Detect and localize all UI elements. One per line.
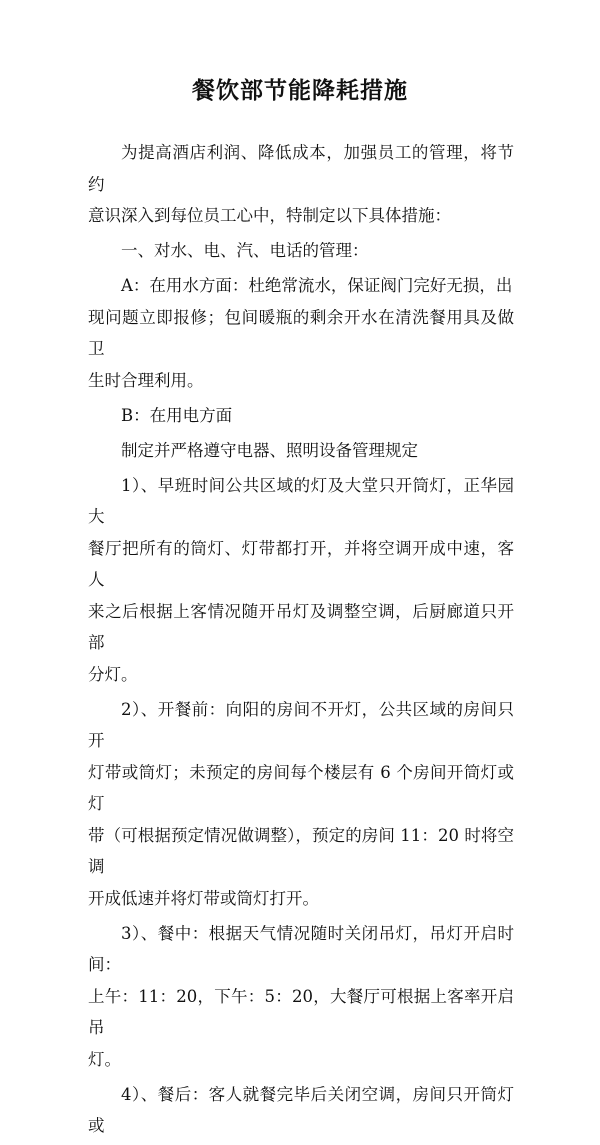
paragraph-water — [88, 270, 514, 396]
paragraph-line: 餐厅把所有的筒灯、灯带都打开，并将空调开成中速，客人 — [88, 538, 514, 589]
paragraph-line: 上午：11：20，下午：5：20，大餐厅可根据上客率开启吊 — [88, 986, 514, 1037]
paragraph-line: 1）、早班时间公共区域的灯及大堂只开筒灯，正华园大 — [88, 475, 514, 526]
paragraph-line: 2）、开餐前：向阳的房间不开灯，公共区域的房间只开 — [88, 699, 514, 750]
paragraph-line: 生时合理利用。 — [88, 370, 204, 390]
paragraph-line: 灯带或筒灯；未预定的房间每个楼层有 6 个房间开筒灯或灯 — [88, 762, 514, 813]
document-body — [88, 137, 514, 1145]
section-heading — [88, 235, 514, 267]
paragraph-item-3 — [88, 918, 514, 1076]
paragraph-line: 4）、餐后：客人就餐完毕后关闭空调，房间只开筒灯或 — [88, 1084, 514, 1135]
paragraph-line: 为提高酒店利润、降低成本，加强员工的管理，将节约 — [88, 143, 514, 194]
paragraph-intro — [88, 137, 514, 232]
document-title: 餐饮部节能降耗措施 — [192, 78, 408, 104]
paragraph-line: 开成低速并将灯带或筒灯打开。 — [88, 888, 319, 908]
paragraph-line: 意识深入到每位员工心中，特制定以下具体措施： — [88, 206, 451, 225]
paragraph-item-1 — [88, 470, 514, 691]
paragraph-line: 灯。 — [88, 1049, 121, 1069]
paragraph-line: 一、对水、电、汽、电话的管理： — [121, 241, 369, 260]
paragraph-line: 来之后根据上客情况随开吊灯及调整空调，后厨廊道只开部 — [88, 601, 514, 652]
paragraph-line: A：在用水方面：杜绝常流水，保证阀门完好无损，出 — [121, 276, 513, 295]
paragraph-line: 3）、餐中：根据天气情况随时关闭吊灯，吊灯开启时间： — [88, 923, 514, 974]
paragraph-line: 分灯。 — [88, 664, 138, 684]
paragraph-line: B：在用电方面 — [121, 405, 233, 425]
paragraph-electricity-heading — [88, 400, 514, 432]
paragraph-line: 带（可根据预定情况做调整），预定的房间 11：20 时将空调 — [88, 825, 514, 876]
paragraph-electricity-rules — [88, 435, 514, 467]
paragraph-line: 现问题立即报修；包间暖瓶的剩余开水在清洗餐用具及做卫 — [88, 307, 514, 358]
paragraph-line: 制定并严格遵守电器、照明设备管理规定 — [121, 440, 418, 460]
paragraph-item-2 — [88, 694, 514, 915]
paragraph-item-4 — [88, 1079, 514, 1142]
